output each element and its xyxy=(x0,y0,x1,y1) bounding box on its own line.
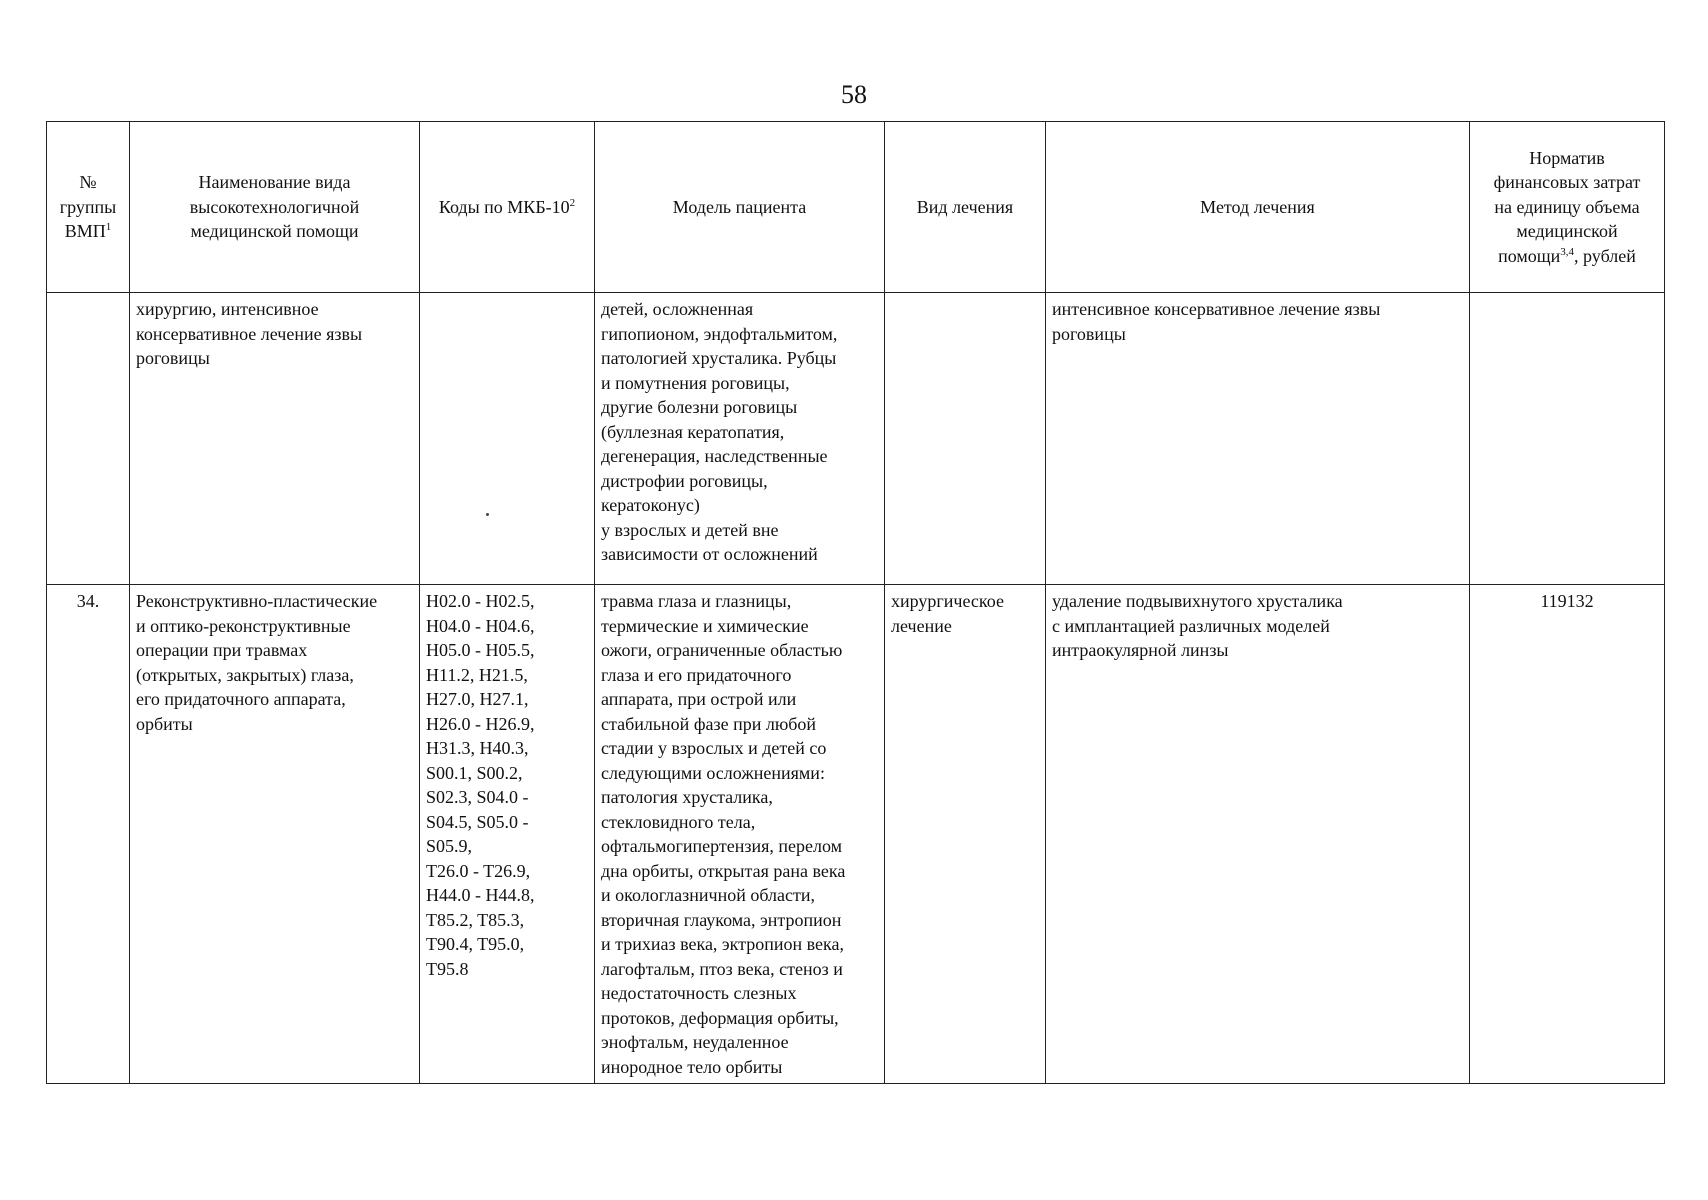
cell-method: интенсивное консервативное лечение язвы роговицы xyxy=(1046,293,1470,585)
page-number: 58 xyxy=(841,80,867,109)
cell-patient-model: детей, осложненная гипопионом, эндофтальмитом, патологией хрусталика. Рубцы и помутнения роговицы, другие болезни роговицы (буллезная кератопатия, дегенерация, наследственные дистрофии роговицы, кератоконус) у взрослых и детей вне зависимости от осложнений xyxy=(595,293,885,585)
header-codes: Коды по МКБ-$10^2$ xyxy=(420,122,595,293)
cell-method: удаление подвывихнутого хрусталика с имплантацией различных моделей интраокулярной линзы xyxy=(1046,585,1470,1084)
header-group-no: № группы ВМП$^1$ xyxy=(47,122,130,293)
header-norm: Норматив финансовых затрат на единицу объема медицинской помощи$^{3,4}$, рублей xyxy=(1470,122,1665,293)
table-header-row xyxy=(47,122,1665,293)
cell-name: Реконструктивно-пластические и оптико-реконструктивные операции при травмах (открытых, закрытых) глаза, его придаточного аппарата, орбиты xyxy=(130,585,420,1084)
header-treatment-type: Вид лечения xyxy=(885,122,1046,293)
header-patient-model: Модель пациента xyxy=(595,122,885,293)
cell-norm: 119132 xyxy=(1470,585,1665,1084)
cell-codes: H02.0 - H02.5, H04.0 - H04.6, H05.0 - H05.5, H11.2, H21.5, H27.0, H27.1, H26.0 - H26.9, H31.3, H40.3, S00.1, S00.2, S02.3, S04.0 - S04.5, S05.0 - S05.9, T26.0 - T26.9, H44.0 - H44.8, T85.2, T85.3, T90.4, T95.0, T95.8 xyxy=(420,585,595,1084)
header-method: Метод лечения xyxy=(1046,122,1470,293)
table-row xyxy=(47,585,1665,1084)
cell-treatment-type xyxy=(885,293,1046,585)
cell-treatment-type: хирургическое лечение xyxy=(885,585,1046,1084)
scan-speck xyxy=(486,513,489,516)
table-row xyxy=(47,293,1665,585)
cell-norm xyxy=(1470,293,1665,585)
cell-group-no: 34. xyxy=(47,585,130,1084)
vmp-table xyxy=(46,121,1665,1084)
cell-group-no xyxy=(47,293,130,585)
header-name: Наименование вида высокотехнологичной медицинской помощи xyxy=(130,122,420,293)
cell-name: хирургию, интенсивное консервативное лечение язвы роговицы xyxy=(130,293,420,585)
cell-codes xyxy=(420,293,595,585)
vmp-table-container xyxy=(46,121,1664,1084)
cell-patient-model: травма глаза и глазницы, термические и химические ожоги, ограниченные областью глаза и его придаточного аппарата, при острой или стабильной фазе при любой стадии у взрослых и детей со следующими осложнениями: патология хрусталика, стекловидного тела, офтальмогипертензия, перелом дна орбиты, открытая рана века и окологлазничной области, вторичная глаукома, энтропион и трихиаз века, эктропион века, лагофтальм, птоз века, стеноз и недостаточность слезных протоков, деформация орбиты, энофтальм, неудаленное инородное тело орбиты xyxy=(595,585,885,1084)
